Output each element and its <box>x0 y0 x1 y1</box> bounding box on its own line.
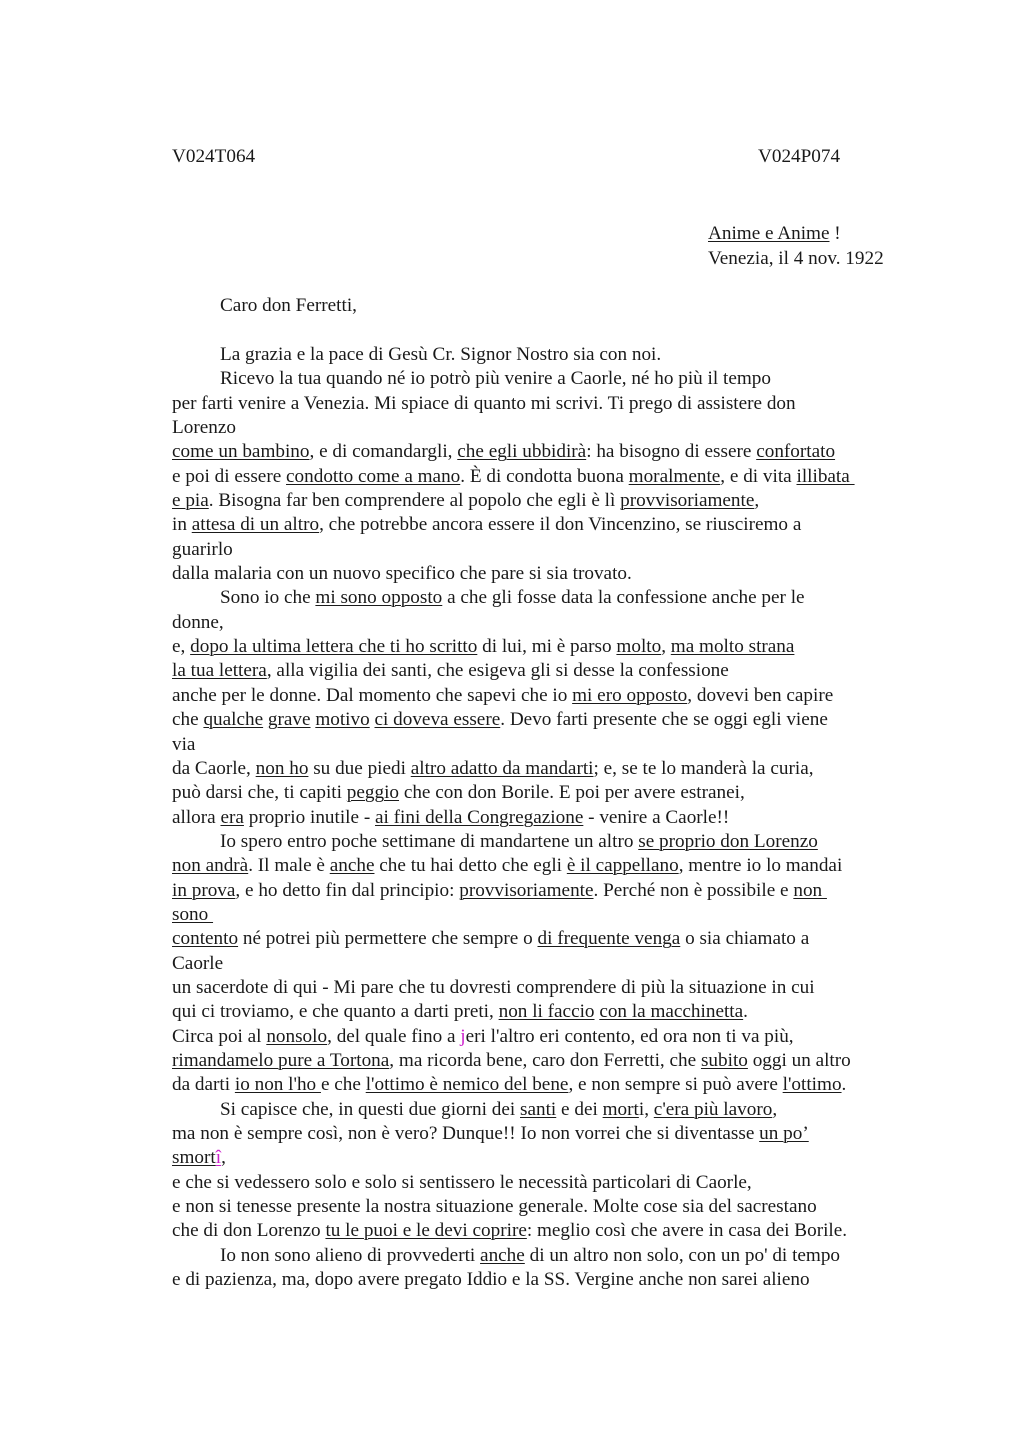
text-line <box>172 854 932 878</box>
text-line <box>172 586 932 610</box>
underlined-text: ci doveva essere <box>374 709 501 731</box>
text-segment: . <box>743 1001 748 1023</box>
text-line <box>172 1171 932 1195</box>
text-segment: , e di comandargli, <box>309 441 458 463</box>
underlined-text: dopo la ultima lettera che ti ho scritto <box>190 636 478 658</box>
text-line <box>172 708 932 732</box>
text-segment: , <box>772 1098 778 1120</box>
text-segment: proprio inutile - <box>243 806 376 828</box>
text-segment: Si capisce che, in questi due giorni dei <box>220 1098 520 1120</box>
text-line <box>172 1268 932 1292</box>
underlined-text: subito <box>700 1049 748 1071</box>
underlined-text: qualche <box>203 709 264 731</box>
text-segment: oggi un altro <box>747 1049 851 1071</box>
underlined-text: non <box>793 879 827 901</box>
text-segment: j <box>460 1025 466 1047</box>
text-segment: , e non sempre si può avere <box>568 1074 783 1096</box>
text-line <box>172 465 932 489</box>
underlined-text: santi <box>520 1098 557 1120</box>
underlined-text: condotto come a mano <box>286 465 461 487</box>
text-segment: su due piedi <box>308 757 411 779</box>
text-segment: , mentre io lo mandai <box>678 855 843 877</box>
underlined-text: smort <box>172 1147 216 1169</box>
text-segment: Caorle <box>172 952 224 974</box>
heading-title-text: Anime e Anime <box>708 223 830 244</box>
underlined-text: anche <box>329 855 375 877</box>
text-segment: che tu hai detto che egli <box>374 855 567 877</box>
text-segment: qui ci troviamo, e che quanto a darti preti, <box>172 1001 499 1023</box>
text-segment: e poi di essere <box>172 465 287 487</box>
underlined-text: attesa di un altro <box>191 514 320 536</box>
underlined-text: contento <box>172 928 239 950</box>
text-segment: . Devo farti presente che se oggi egli viene <box>500 709 828 731</box>
underlined-text: illibata <box>796 465 855 487</box>
underlined-text: l'ottimo <box>782 1074 842 1096</box>
text-segment: . <box>841 1074 847 1096</box>
underlined-text: moralmente <box>628 465 721 487</box>
text-segment: Ricevo la tua quando né io potrò più venire a Caorle, né ho più il tempo <box>220 368 771 390</box>
text-line <box>172 367 932 391</box>
underlined-text: l'ottimo è nemico del bene <box>365 1074 569 1096</box>
text-line <box>172 343 932 367</box>
text-segment: ma non è sempre così, non è vero? Dunque!! Io non vorrei che si diventasse <box>172 1123 760 1144</box>
text-segment: eri l'altro eri contento, ed ora non ti va più, <box>465 1025 794 1047</box>
text-segment: Sono io che <box>220 587 316 609</box>
text-segment: : meglio così che avere in casa dei Borile. <box>526 1220 848 1242</box>
text-line <box>172 1219 932 1243</box>
underlined-text: molto <box>616 636 662 658</box>
underlined-text: ai fini della Congregazione <box>375 806 584 828</box>
text-line <box>172 684 932 708</box>
text-line <box>172 392 932 416</box>
underlined-text: non li faccio <box>498 1001 595 1023</box>
text-line <box>172 879 932 903</box>
text-segment: può darsi che, ti capiti <box>172 782 347 804</box>
text-segment: e che si vedessero solo e solo si sentissero le necessità particolari di Caorle, <box>172 1171 752 1193</box>
document-code-left: V024T064 <box>172 146 256 167</box>
text-segment: Io spero entro poche settimane di mandartene un altro <box>220 830 639 852</box>
heading-title-mark: ! <box>829 223 841 244</box>
text-line <box>172 1049 932 1073</box>
text-segment: donne, <box>172 611 224 633</box>
text-line <box>172 1025 932 1049</box>
text-line <box>172 611 932 635</box>
underlined-text: e pia <box>172 490 209 512</box>
underlined-text: motivo <box>315 709 370 731</box>
place-date: Venezia, il 4 nov. 1922 <box>708 247 884 269</box>
underlined-text: provvisoriamente <box>459 879 594 901</box>
letter-heading <box>708 222 884 271</box>
text-line <box>172 1073 932 1097</box>
underlined-text: sono <box>172 903 214 925</box>
underlined-text: come un bambino <box>172 441 310 463</box>
underlined-text: la tua lettera <box>172 660 267 682</box>
text-segment: . Il male è <box>248 855 330 877</box>
text-line <box>172 976 932 1000</box>
text-segment: che di don Lorenzo <box>172 1220 326 1242</box>
text-segment: ; e, se te lo manderà la curia, <box>593 757 814 779</box>
text-line <box>172 513 932 537</box>
underlined-text: rimandamelo pure a Tortona <box>172 1049 390 1071</box>
underlined-text: è il cappellano <box>566 855 679 877</box>
text-segment: di un altro non solo, con un po' di tempo <box>524 1244 841 1266</box>
underlined-text: î <box>215 1147 222 1169</box>
text-segment: da darti <box>172 1074 235 1096</box>
text-line <box>172 733 932 757</box>
underlined-text: mi ero opposto <box>572 684 688 706</box>
document-code-right: V024P074 <box>758 146 841 167</box>
text-segment: . Perché non è possibile e <box>593 879 794 901</box>
underlined-text: in prova <box>172 879 236 901</box>
underlined-text: confortato <box>756 441 836 463</box>
text-segment: o sia chiamato a <box>680 928 810 950</box>
text-line <box>172 489 932 513</box>
text-segment: che <box>172 709 204 731</box>
text-segment: né potrei più permettere che sempre o <box>238 928 538 950</box>
text-segment: , <box>661 636 671 658</box>
underlined-text: peggio <box>346 782 400 804</box>
underlined-text: di frequente venga <box>537 928 681 950</box>
underlined-text: era <box>220 806 244 828</box>
text-segment: , <box>754 490 760 512</box>
text-line <box>172 416 932 440</box>
underlined-text: anche <box>480 1244 525 1266</box>
underlined-text: io non l'ho <box>234 1074 321 1096</box>
text-segment: , ma ricorda bene, caro don Ferretti, che <box>389 1049 701 1071</box>
text-segment: - venire a Caorle!! <box>583 806 730 828</box>
underlined-text: che egli ubbidirà <box>457 441 587 463</box>
text-segment: anche per le donne. Dal momento che sapevi che io <box>172 684 573 706</box>
text-segment: allora <box>172 806 221 828</box>
text-segment: e che <box>320 1074 366 1096</box>
text-line <box>172 952 932 976</box>
text-segment: e di pazienza, ma, dopo avere pregato Iddio e la SS. Vergine anche non sarei alieno <box>172 1269 810 1291</box>
underlined-text: tu le puoi e le devi coprire <box>325 1220 527 1242</box>
text-line <box>172 538 932 562</box>
text-segment: Circa poi al <box>172 1025 267 1047</box>
text-line <box>172 1244 932 1268</box>
text-line <box>172 1195 932 1219</box>
text-line <box>172 1122 932 1146</box>
text-segment: i, <box>638 1098 654 1120</box>
underlined-text: se proprio don Lorenzo <box>638 830 818 852</box>
text-line <box>172 659 932 683</box>
underlined-text: un po’ <box>759 1123 809 1144</box>
text-line <box>172 1146 932 1170</box>
text-line <box>172 757 932 781</box>
text-line <box>172 635 932 659</box>
text-segment: per farti venire a Venezia. Mi spiace di quanto mi scrivi. Ti prego di assistere don <box>172 392 796 414</box>
underlined-text: mi sono opposto <box>315 587 443 609</box>
text-segment: un sacerdote di qui - Mi pare che tu dovresti comprendere di più la situazione in cui <box>172 976 815 998</box>
text-segment: , che potrebbe ancora essere il don Vincenzino, se riusciremo a <box>319 514 802 536</box>
underlined-text: c'era più lavoro <box>653 1098 773 1120</box>
underlined-text: con la macchinetta <box>599 1001 744 1023</box>
text-segment: a che gli fosse data la confessione anche per le <box>442 587 805 609</box>
text-line <box>172 806 932 830</box>
text-segment: di lui, mi è parso <box>477 636 617 658</box>
heading-title <box>708 222 884 247</box>
text-segment: Lorenzo <box>172 417 236 439</box>
text-segment: La grazia e la pace di Gesù Cr. Signor Nostro sia con noi. <box>220 344 662 365</box>
underlined-text: ma molto strana <box>670 636 795 658</box>
underlined-text: mort <box>602 1098 639 1120</box>
salutation: Caro don Ferretti, <box>220 295 357 316</box>
text-segment: , e ho detto fin dal principio: <box>235 879 460 901</box>
text-segment: e, <box>172 636 191 658</box>
underlined-text: non andrà <box>172 855 249 877</box>
underlined-text: grave <box>267 709 311 731</box>
underlined-text: altro adatto da mandarti <box>410 757 594 779</box>
text-segment: da Caorle, <box>172 757 256 779</box>
letter-body <box>172 343 932 1292</box>
text-segment: dalla malaria con un nuovo specifico che pare si sia trovato. <box>172 563 632 585</box>
text-segment: via <box>172 733 196 755</box>
text-segment: e non si tenesse presente la nostra situazione generale. Molte cose sia del sacrestano <box>172 1196 817 1218</box>
text-line <box>172 927 932 951</box>
text-segment: guarirlo <box>172 538 233 560</box>
text-segment: : ha bisogno di essere <box>586 441 757 463</box>
underlined-text: provvisoriamente <box>620 490 755 512</box>
text-segment: Io non sono alieno di provvederti <box>220 1244 481 1266</box>
text-segment: , alla vigilia dei santi, che esigeva gli si desse la confessione <box>266 660 729 682</box>
text-line <box>172 903 932 927</box>
text-segment: . Bisogna far ben comprendere al popolo che egli è lì <box>208 490 621 512</box>
text-line <box>172 562 932 586</box>
text-line <box>172 1000 932 1024</box>
text-line <box>172 440 932 464</box>
underlined-text: nonsolo <box>266 1025 328 1047</box>
underlined-text: non ho <box>255 757 309 779</box>
text-segment: , <box>221 1147 226 1169</box>
text-line <box>172 1098 932 1122</box>
text-line <box>172 781 932 805</box>
text-segment: , e di vita <box>720 465 797 487</box>
text-segment: che con don Borile. E poi per avere estranei, <box>399 782 745 804</box>
text-segment: in <box>172 514 192 536</box>
text-segment: e dei <box>556 1098 603 1120</box>
text-segment: . È di condotta buona <box>460 465 629 487</box>
text-segment: , del quale fino a <box>327 1025 461 1047</box>
text-segment: , dovevi ben capire <box>687 684 834 706</box>
text-line <box>172 830 932 854</box>
